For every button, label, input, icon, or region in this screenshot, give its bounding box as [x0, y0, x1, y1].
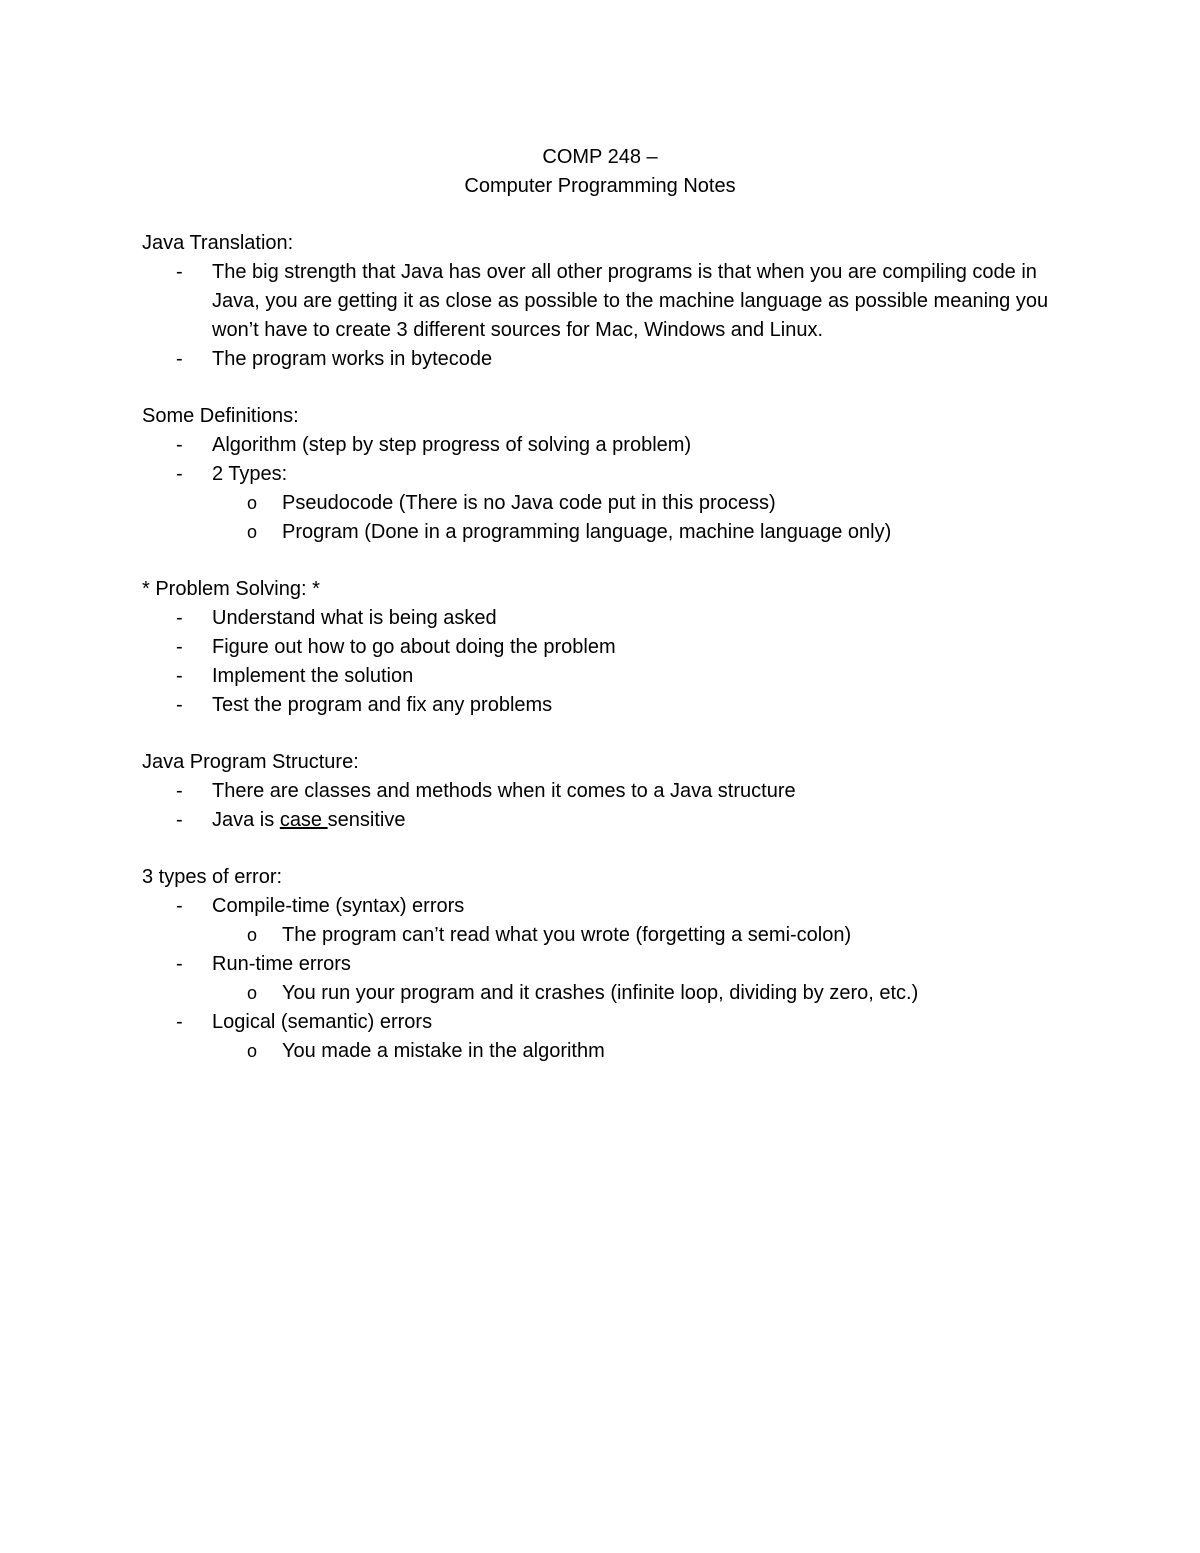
list-item: [142, 691, 1072, 720]
section-heading: Java Translation:: [142, 232, 294, 254]
circle-bullet: o: [247, 522, 258, 542]
sub-list-item-text: The program can’t read what you wrote (forgetting a semi-colon): [282, 924, 852, 946]
sub-list-item: [142, 518, 1072, 547]
dash-bullet: -: [176, 261, 183, 283]
list-item: [142, 345, 1072, 374]
dash-bullet: -: [176, 348, 183, 370]
list-item: [142, 431, 1072, 460]
sub-list-item: [142, 979, 1072, 1008]
course-code-title: COMP 248 –: [542, 146, 658, 168]
list-item-text: Implement the solution: [212, 665, 414, 687]
list-item-text: Compile-time (syntax) errors: [212, 895, 465, 917]
section-errors: [142, 863, 1072, 1066]
section-heading: Some Definitions:: [142, 405, 299, 427]
list-item: [142, 777, 1072, 806]
sub-list-item-text: Pseudocode (There is no Java code put in this process): [282, 492, 776, 514]
list-item-text: Understand what is being asked: [212, 607, 497, 629]
dash-bullet: -: [176, 665, 183, 687]
list-item-text: The program works in bytecode: [212, 348, 493, 370]
circle-bullet: o: [247, 983, 258, 1003]
list-item-text: Test the program and fix any problems: [212, 694, 553, 716]
document-body: [142, 229, 1072, 1094]
list-item: [142, 258, 1072, 345]
underlined-word: case: [279, 809, 328, 831]
list-item-text: 2 Types:: [212, 463, 288, 485]
list-item-text: The big strength that Java has over all other programs is that when you are compiling code in Java, you are getting it as close as possible to the machine language as possible meaning you won’t have to create 3 different sources for Mac, Windows and Linux.: [212, 261, 1049, 341]
list-item-text: Logical (semantic) errors: [212, 1011, 433, 1033]
dash-bullet: -: [176, 463, 183, 485]
sub-list-item: [142, 921, 1072, 950]
notes-title: Computer Programming Notes: [464, 175, 736, 197]
circle-bullet: o: [247, 1041, 258, 1061]
list-item: [142, 633, 1072, 662]
circle-bullet: o: [247, 493, 258, 513]
dash-bullet: -: [176, 953, 183, 975]
list-item: [142, 892, 1072, 921]
list-item-text: Run-time errors: [212, 953, 351, 975]
dash-bullet: -: [176, 434, 183, 456]
dash-bullet: -: [176, 809, 183, 831]
list-item: [142, 1008, 1072, 1037]
section-definitions: [142, 402, 1072, 547]
section-problem-solving: [142, 575, 1072, 720]
dash-bullet: -: [176, 895, 183, 917]
dash-bullet: -: [176, 607, 183, 629]
sub-list-item-text: You run your program and it crashes (infinite loop, dividing by zero, etc.): [282, 982, 919, 1004]
section-heading: 3 types of error:: [142, 866, 283, 888]
section-heading: Java Program Structure:: [142, 751, 359, 773]
list-item-text-suffix: sensitive: [327, 809, 406, 831]
dash-bullet: -: [176, 780, 183, 802]
sub-list-item-text: Program (Done in a programming language, machine language only): [282, 521, 892, 543]
list-item: [142, 662, 1072, 691]
list-item-text: Figure out how to go about doing the problem: [212, 636, 616, 658]
dash-bullet: -: [176, 1011, 183, 1033]
list-item: [142, 806, 1072, 835]
document-title: [0, 143, 1200, 201]
list-item-text: Algorithm (step by step progress of solving a problem): [212, 434, 692, 456]
list-item-text: There are classes and methods when it comes to a Java structure: [212, 780, 796, 802]
list-item-text-prefix: Java is: [212, 809, 280, 831]
sub-list-item-text: You made a mistake in the algorithm: [282, 1040, 605, 1062]
section-program-structure: [142, 748, 1072, 835]
dash-bullet: -: [176, 694, 183, 716]
sub-list-item: [142, 489, 1072, 518]
sub-list-item: [142, 1037, 1072, 1066]
circle-bullet: o: [247, 925, 258, 945]
dash-bullet: -: [176, 636, 183, 658]
list-item: [142, 604, 1072, 633]
list-item: [142, 950, 1072, 979]
section-heading: * Problem Solving: *: [142, 578, 320, 600]
section-java-translation: [142, 229, 1072, 374]
list-item: [142, 460, 1072, 489]
